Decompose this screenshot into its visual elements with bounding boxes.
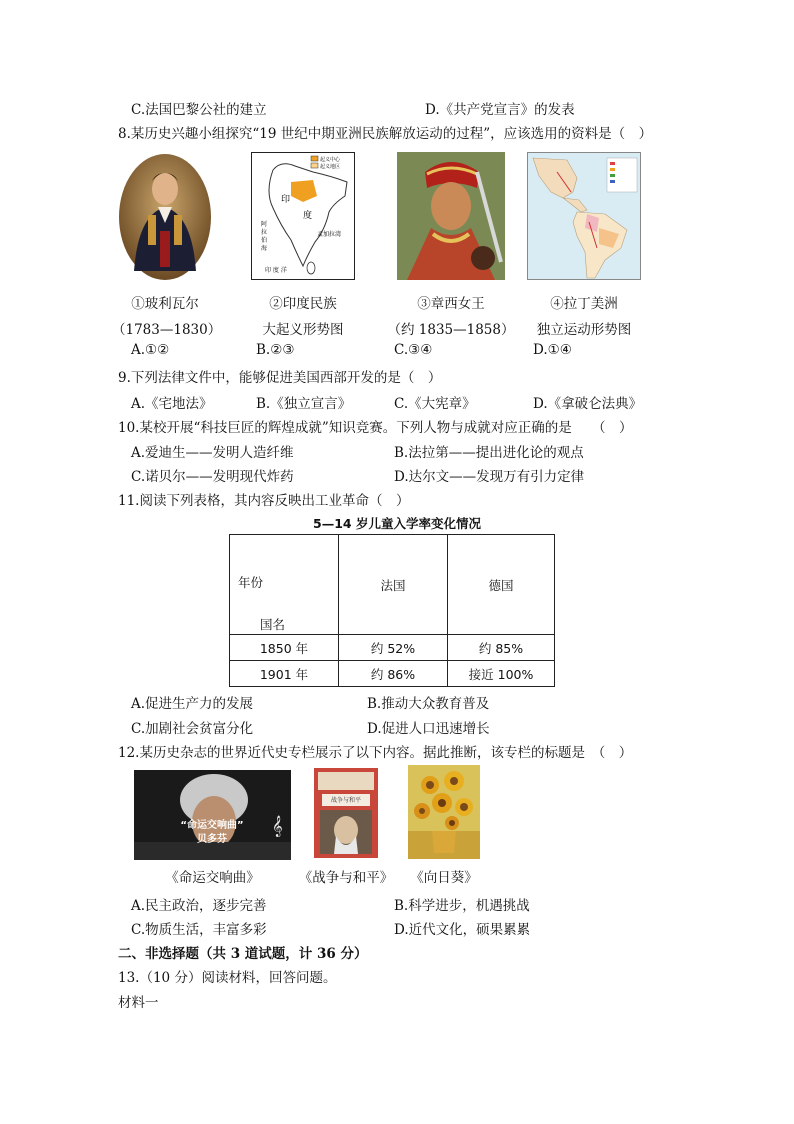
- q8-option-d: D.①④: [533, 342, 572, 358]
- q8-option-a: A.①②: [131, 342, 170, 358]
- map-region-1: 印: [281, 195, 291, 205]
- map-bay: 孟加拉湾: [317, 231, 342, 238]
- q7-option-c: C.法国巴黎公社的建立: [131, 102, 267, 118]
- q12-option-a: A.民主政治，逐步完善: [131, 898, 267, 914]
- table-row: [230, 635, 555, 661]
- row2-year: 1901 年: [230, 661, 339, 687]
- table-row: [230, 661, 555, 687]
- q9-option-a: A.《宅地法》: [131, 396, 213, 412]
- q12-caption-3: 《向日葵》: [410, 870, 478, 886]
- book-title: 战争与和平: [330, 797, 362, 804]
- q11-stem: 11.阅读下列表格，其内容反映出工业革命（ ）: [118, 493, 410, 509]
- q13-material-label: 材料一: [118, 995, 159, 1011]
- enrollment-table: [229, 534, 555, 687]
- q9-stem: 9.下列法律文件中，能够促进美国西部开发的是（ ）: [118, 370, 442, 386]
- q12-stem: 12.某历史杂志的世界近代史专栏展示了以下内容。据此推断，该专栏的标题是 （ ）: [118, 745, 633, 761]
- q8-caption-2-line1: ②印度民族: [269, 296, 337, 312]
- table-title: 5—14 岁儿童入学率变化情况: [313, 516, 481, 531]
- q8-caption-2-line2: 大起义形势图: [262, 322, 344, 338]
- q10-option-d: D.达尔文——发现万有引力定律: [394, 469, 585, 485]
- row1-france: 约 52%: [339, 635, 448, 661]
- beethoven-text-2: 贝多芬: [197, 834, 227, 845]
- table-header-corner: [230, 535, 339, 635]
- q8-caption-4-line1: ④拉丁美洲: [550, 296, 618, 312]
- q9-option-b: B.《独立宣言》: [256, 396, 352, 412]
- beethoven-text-1: “命运交响曲”: [180, 820, 244, 831]
- q8-caption-1-line2: （1783—1830）: [112, 322, 222, 338]
- q8-caption-4-line2: 独立运动形势图: [536, 322, 632, 338]
- row2-germany: 接近 100%: [448, 661, 555, 687]
- beethoven-image: [134, 770, 291, 860]
- rani-of-jhansi-portrait: [397, 152, 505, 280]
- q8-option-b: B.②③: [256, 342, 295, 358]
- q11-option-d: D.促进人口迅速增长: [367, 721, 490, 737]
- map-ocean: 印 度 洋: [265, 267, 287, 274]
- map-region-2: 度: [303, 211, 313, 221]
- war-and-peace-cover: [314, 768, 378, 858]
- header-country: 国名: [260, 617, 286, 632]
- treble-clef-icon: 𝄞: [272, 816, 283, 837]
- q11-option-c: C.加剧社会贫富分化: [131, 721, 254, 737]
- q10-option-c: C.诺贝尔——发明现代炸药: [131, 469, 294, 485]
- q11-option-b: B.推动大众教育普及: [367, 696, 490, 712]
- q12-option-c: C.物质生活，丰富多彩: [131, 922, 267, 938]
- q9-option-d: D.《拿破仑法典》: [533, 396, 643, 412]
- sunflowers-painting: [408, 765, 480, 859]
- q8-caption-3-line1: ③章西女王: [417, 296, 485, 312]
- header-germany: 德国: [448, 535, 555, 635]
- q12-caption-1: 《命运交响曲》: [165, 870, 260, 886]
- row2-france: 约 86%: [339, 661, 448, 687]
- map-sea-1: 阿: [261, 221, 268, 228]
- row1-year: 1850 年: [230, 635, 339, 661]
- latin-america-independence-map: [527, 152, 641, 280]
- map-legend-1: 起义中心: [320, 157, 341, 163]
- q12-option-d: D.近代文化，硕果累累: [394, 922, 531, 938]
- q9-option-c: C.《大宪章》: [394, 396, 476, 412]
- india-uprising-map: [251, 152, 355, 280]
- q12-option-b: B.科学进步，机遇挑战: [394, 898, 530, 914]
- q7-option-d: D.《共产党宣言》的发表: [425, 102, 575, 118]
- q10-option-b: B.法拉第——提出进化论的观点: [394, 445, 584, 461]
- map-legend-2: 起义地区: [320, 164, 341, 170]
- q8-caption-3-line2: （约 1835—1858）: [387, 322, 515, 338]
- q8-option-c: C.③④: [394, 342, 433, 358]
- bolivar-portrait: [118, 153, 212, 281]
- header-france: 法国: [339, 535, 448, 635]
- q8-caption-1-line1: ①玻利瓦尔: [131, 296, 199, 312]
- q13-stem: 13.（10 分）阅读材料，回答问题。: [118, 970, 337, 986]
- q10-stem: 10.某校开展“科技巨匠的辉煌成就”知识竞赛。下列人物与成就对应正确的是 （ ）: [118, 420, 633, 436]
- q8-stem: 8.某历史兴趣小组探究“19 世纪中期亚洲民族解放运动的过程”，应该选用的资料是（ ）: [118, 126, 653, 142]
- section-2-heading: 二、非选择题（共 3 道试题，计 36 分）: [118, 946, 368, 962]
- row1-germany: 约 85%: [448, 635, 555, 661]
- map-sea-3: 伯: [261, 237, 268, 244]
- header-year: 年份: [238, 575, 264, 590]
- map-sea-4: 海: [261, 245, 268, 252]
- q12-caption-2: 《战争与和平》: [298, 870, 394, 886]
- q10-option-a: A.爱迪生——发明人造纤维: [131, 445, 294, 461]
- map-sea-2: 拉: [261, 229, 268, 236]
- q11-option-a: A.促进生产力的发展: [131, 696, 254, 712]
